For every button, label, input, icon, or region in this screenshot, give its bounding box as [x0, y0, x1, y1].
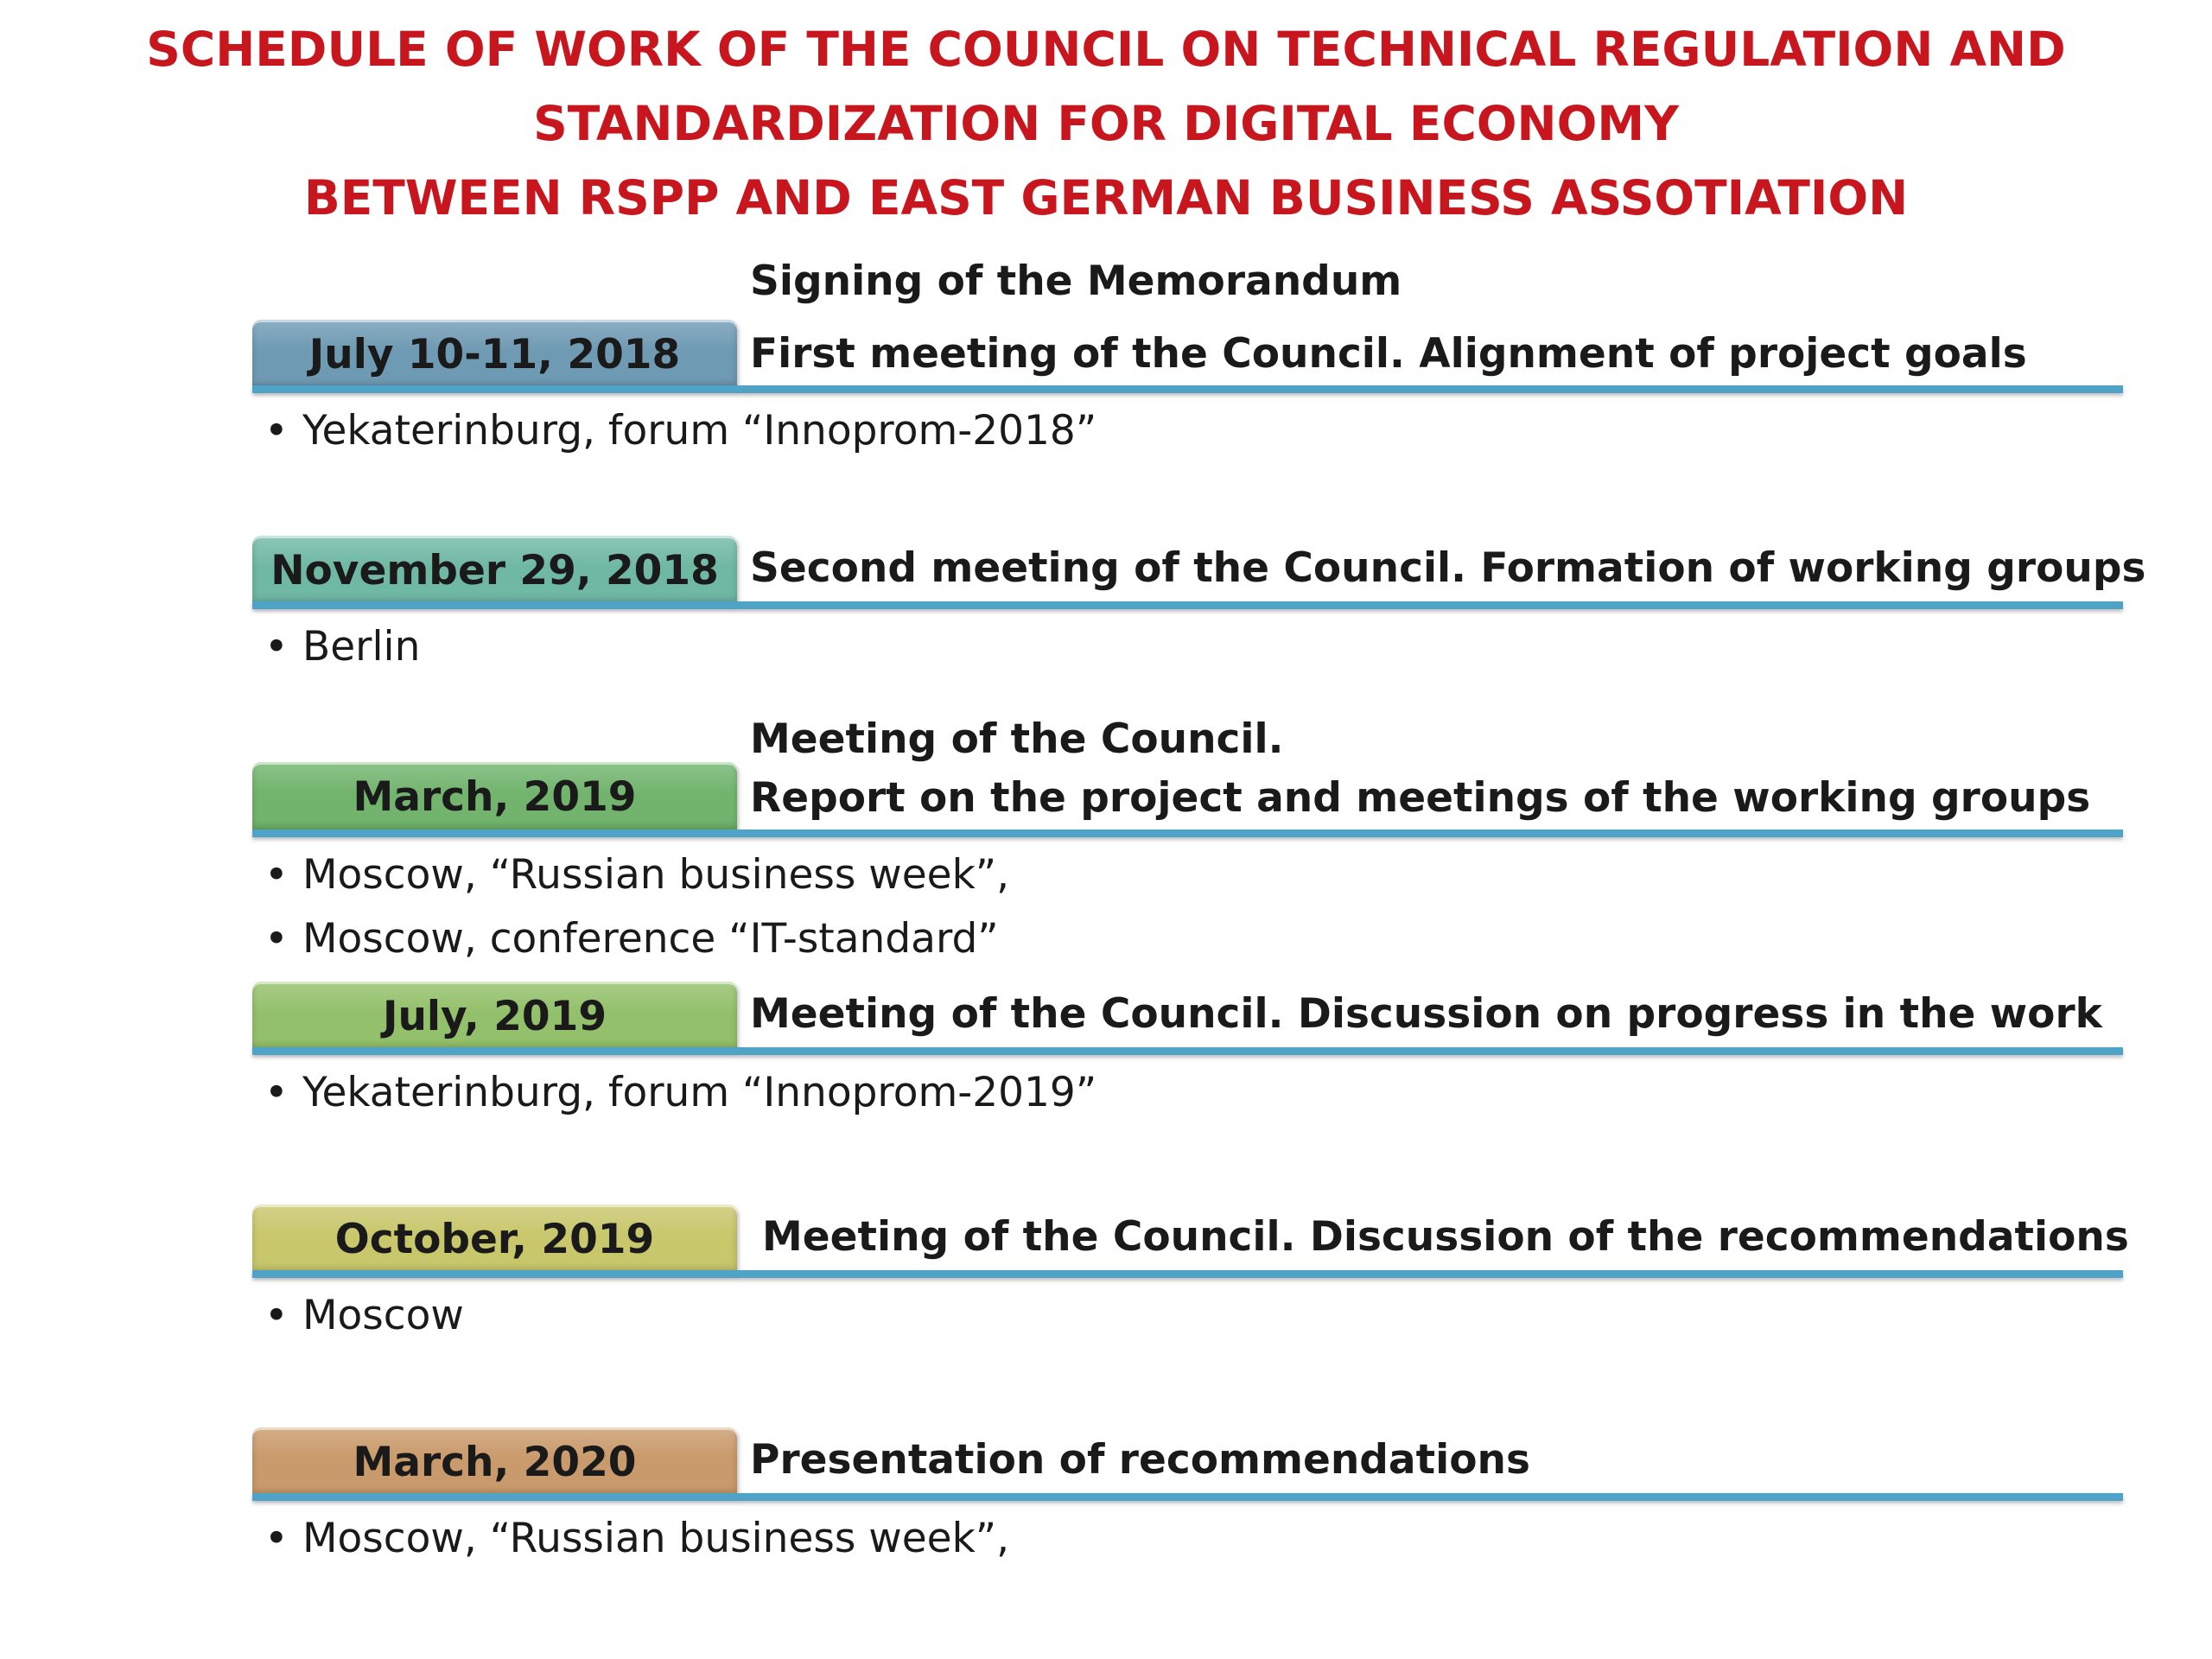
bullet-item: • Yekaterinburg, forum “Innoprom-2019”	[264, 1069, 1097, 1116]
timeline-entry	[252, 1427, 2123, 1574]
entry-bullets	[264, 399, 1096, 463]
bullet-item: • Berlin	[264, 623, 421, 671]
date-box: October, 2019	[252, 1205, 737, 1274]
entry-bullets	[264, 1061, 1096, 1125]
title-line-1: SCHEDULE OF WORK OF THE COUNCIL ON TECHNICAL REGULATION AND	[146, 22, 2066, 77]
date-box: July, 2019	[252, 982, 737, 1051]
bullet-item: • Moscow	[264, 1292, 464, 1339]
entry-bullets	[264, 615, 420, 679]
entry-bullets	[264, 843, 1009, 971]
entry-heading-line-2: First meeting of the Council. Alignment of project goals	[750, 330, 2027, 378]
entry-bullets	[264, 1507, 1009, 1571]
timeline-rule	[252, 601, 2123, 609]
entry-heading-line-1: Signing of the Memorandum	[750, 257, 1402, 305]
timeline-entry	[252, 1205, 2129, 1351]
entry-heading-line-2: Meeting of the Council. Discussion on progress in the work	[750, 990, 2102, 1038]
timeline-rule	[252, 1047, 2123, 1055]
timeline-rule	[252, 385, 2123, 393]
bullet-item: • Moscow, “Russian business week”,	[264, 851, 1010, 899]
timeline-rule	[252, 1493, 2123, 1501]
entry-heading-line-1: Meeting of the Council.	[750, 715, 1284, 763]
entry-bullets	[264, 1284, 464, 1348]
title-line-3: BETWEEN RSPP AND EAST GERMAN BUSINESS ASSOTIATION	[303, 170, 1909, 226]
entry-heading-line-2: Second meeting of the Council. Formation of working groups	[750, 544, 2146, 592]
date-box: July 10-11, 2018	[252, 320, 737, 389]
timeline-entry	[252, 251, 2123, 467]
entry-heading-line-2: Report on the project and meetings of the working groups	[750, 774, 2091, 822]
slide-title	[0, 12, 2212, 235]
entry-heading-line-2: Presentation of recommendations	[750, 1436, 1530, 1484]
date-box: November 29, 2018	[252, 536, 737, 605]
bullet-item: • Yekaterinburg, forum “Innoprom-2018”	[264, 407, 1097, 454]
timeline-rule	[252, 1270, 2123, 1278]
title-line-2: STANDARDIZATION FOR DIGITAL ECONOMY	[533, 96, 1679, 151]
bullet-item: • Moscow, “Russian business week”,	[264, 1515, 1010, 1562]
entry-heading-line-2: Meeting of the Council. Discussion of the recommendations	[762, 1213, 2129, 1261]
timeline-entry	[252, 982, 2123, 1128]
timeline-rule	[252, 830, 2123, 837]
date-box: March, 2020	[252, 1427, 737, 1497]
timeline-entry	[252, 536, 2146, 683]
date-box: March, 2019	[252, 762, 737, 831]
bullet-item: • Moscow, conference “IT-standard”	[264, 915, 999, 963]
timeline-entry	[252, 709, 2123, 963]
